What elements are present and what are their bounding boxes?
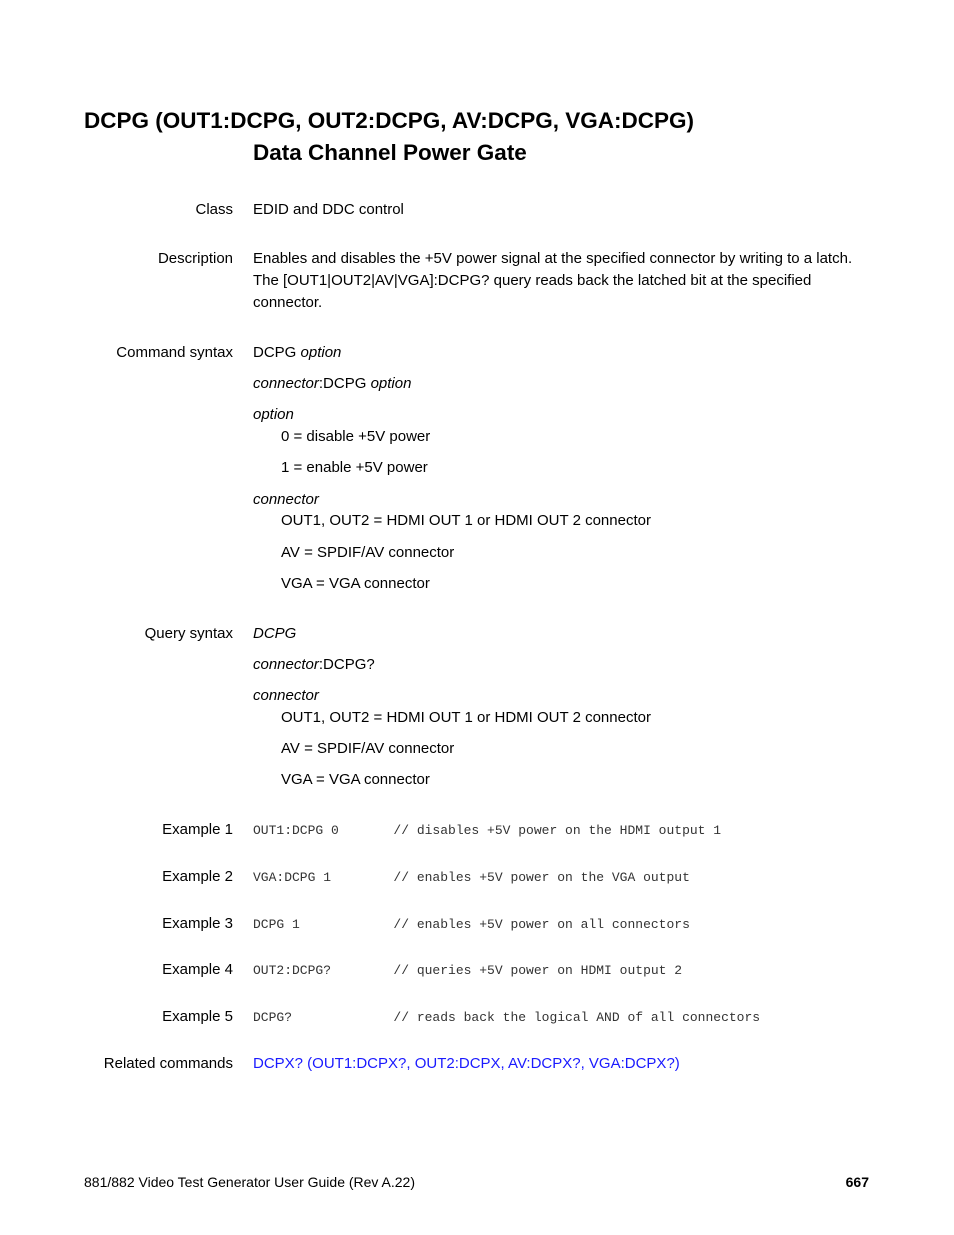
description-line-3: connector. bbox=[253, 294, 323, 311]
query-syntax-label: Query syntax bbox=[144, 625, 233, 642]
connector-item: OUT1, OUT2 = HDMI OUT 1 or HDMI OUT 2 connector bbox=[281, 512, 651, 529]
related-commands-label: Related commands bbox=[103, 1055, 233, 1072]
command-syntax-2 bbox=[253, 373, 411, 395]
connector-item: AV = SPDIF/AV connector bbox=[281, 740, 455, 757]
title-line-1: DCPG (OUT1:DCPG, OUT2:DCPG, AV:DCPG, VGA:DCPG) bbox=[84, 108, 695, 133]
query-syntax-1: DCPG bbox=[253, 625, 297, 642]
example-5-label: Example 5 bbox=[162, 1008, 233, 1025]
command-syntax-label: Command syntax bbox=[116, 344, 233, 361]
example-2-label: Example 2 bbox=[162, 868, 233, 885]
example-3-label: Example 3 bbox=[162, 915, 233, 932]
example-4-label: Example 4 bbox=[162, 961, 233, 978]
connector-item: VGA = VGA connector bbox=[281, 575, 430, 592]
title-line-2: Data Channel Power Gate bbox=[253, 140, 527, 165]
description-line-2: The [OUT1|OUT2|AV|VGA]:DCPG? query reads back the latched bit at the specified bbox=[253, 272, 812, 289]
example-1-label: Example 1 bbox=[162, 821, 233, 838]
syntax-command: DCPG bbox=[253, 344, 301, 361]
example-1-code: OUT1:DCPG 0 // disables +5V power on the HDMI output 1 bbox=[253, 823, 722, 838]
command-syntax-1 bbox=[253, 342, 341, 364]
connector-item: OUT1, OUT2 = HDMI OUT 1 or HDMI OUT 2 connector bbox=[281, 709, 651, 726]
footer-guide-title: 881/882 Video Test Generator User Guide (Rev A.22) bbox=[84, 1174, 416, 1190]
syntax-command: :DCPG bbox=[318, 375, 371, 392]
connector-item: AV = SPDIF/AV connector bbox=[281, 544, 455, 561]
connector-heading: connector bbox=[253, 491, 319, 508]
syntax-option: option bbox=[300, 344, 342, 361]
example-5-code: DCPG? // reads back the logical AND of all connectors bbox=[253, 1010, 761, 1025]
example-2-code: VGA:DCPG 1 // enables +5V power on the VGA output bbox=[253, 870, 690, 885]
class-value: EDID and DDC control bbox=[253, 201, 404, 218]
description-line-1: Enables and disables the +5V power signal at the specified connector by writing to a latch. bbox=[253, 250, 853, 267]
connector-heading: connector bbox=[253, 687, 319, 704]
example-4-code: OUT2:DCPG? // queries +5V power on HDMI output 2 bbox=[253, 963, 683, 978]
class-label: Class bbox=[195, 201, 233, 218]
query-syntax-2 bbox=[253, 654, 375, 676]
page-number: 667 bbox=[845, 1174, 869, 1190]
example-3-code: DCPG 1 // enables +5V power on all connectors bbox=[253, 917, 690, 932]
option-item: 0 = disable +5V power bbox=[281, 428, 431, 445]
syntax-connector: connector bbox=[253, 375, 319, 392]
syntax-connector: connector bbox=[253, 656, 319, 673]
related-command-link[interactable]: DCPX? (OUT1:DCPX?, OUT2:DCPX, AV:DCPX?, VGA:DCPX?) bbox=[253, 1055, 680, 1072]
syntax-option: option bbox=[370, 375, 412, 392]
page-title bbox=[84, 105, 694, 169]
description-label: Description bbox=[157, 250, 233, 267]
option-item: 1 = enable +5V power bbox=[281, 459, 428, 476]
option-heading: option bbox=[253, 406, 294, 423]
connector-item: VGA = VGA connector bbox=[281, 771, 430, 788]
syntax-command: :DCPG? bbox=[318, 656, 375, 673]
